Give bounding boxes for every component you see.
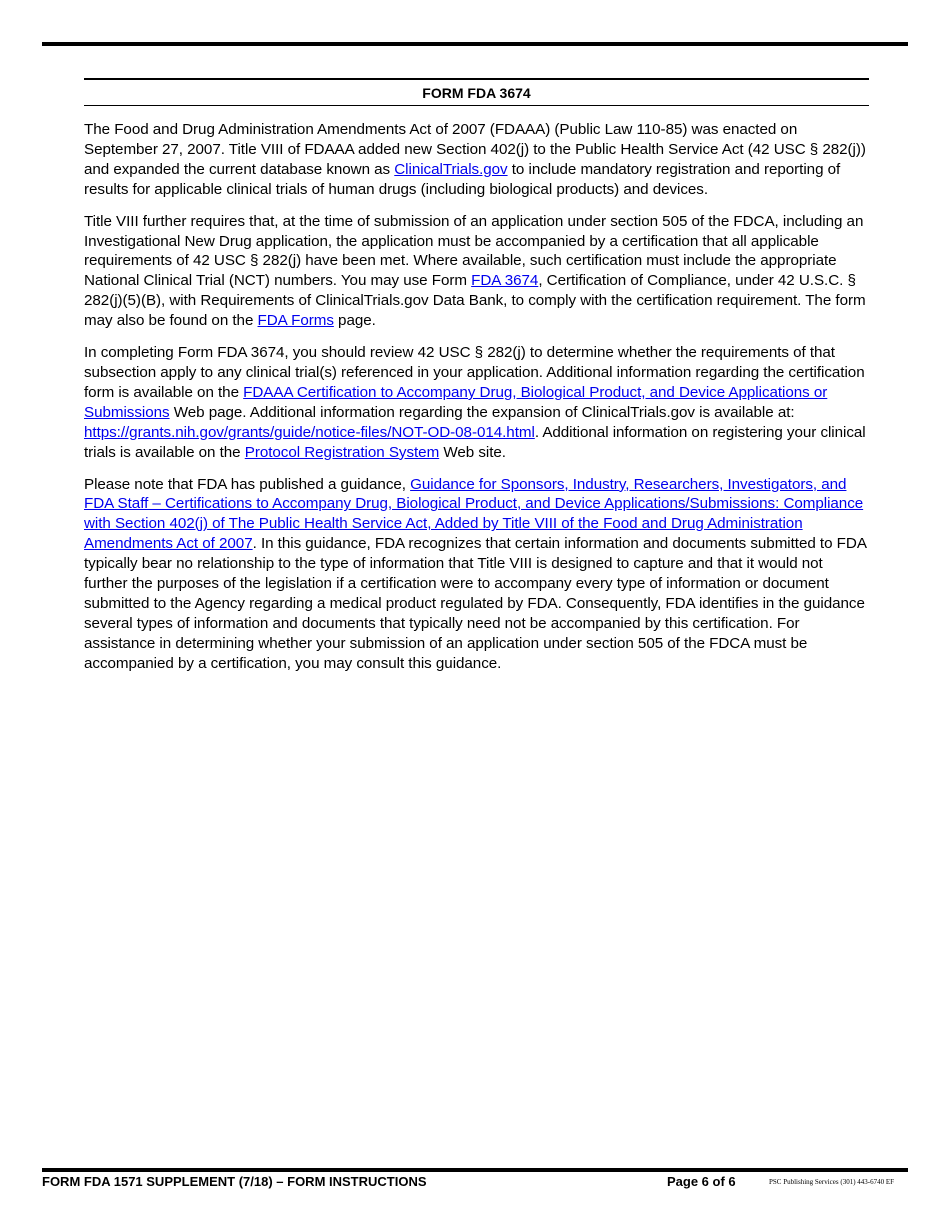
paragraph-text: In completing Form FDA 3674, you should review 42 USC § 282(j) to determine whether the requirements of that subsection apply to any clinical trial(s) referenced in your application. Additional information regarding the certification form is available on the bbox=[84, 344, 865, 401]
footer-publisher: PSC Publishing Services (301) 443-6740 EF bbox=[769, 1178, 895, 1186]
footer-page-number: Page 6 of 6 bbox=[667, 1174, 736, 1189]
bottom-rule bbox=[42, 1168, 908, 1172]
footer-form-id: FORM FDA 1571 SUPPLEMENT (7/18) – FORM INSTRUCTIONS bbox=[42, 1174, 427, 1189]
page-content bbox=[84, 78, 869, 686]
paragraph-completing bbox=[84, 343, 869, 462]
fdaaa-certification-link[interactable]: FDAAA Certification to Accompany Drug, Biological Product, and Device Applications or Submissions bbox=[84, 383, 828, 421]
top-rule bbox=[42, 42, 908, 46]
paragraph-text: Web page. Additional information regarding the expansion of ClinicalTrials.gov is available at: bbox=[169, 403, 795, 421]
clinicaltrials-link[interactable]: ClinicalTrials.gov bbox=[394, 160, 508, 178]
paragraph-fdaaa bbox=[84, 120, 869, 200]
paragraph-text: , Certification of Compliance, under 42 U.S.C. § 282(j)(5)(B), with Requirements of ClinicalTrials.gov Data Bank, to comply with the certification requirement. The form may also be found on the bbox=[84, 272, 866, 330]
fda-forms-link[interactable]: FDA Forms bbox=[257, 312, 334, 330]
form-title: FORM FDA 3674 bbox=[84, 78, 869, 106]
paragraph-text: The Food and Drug Administration Amendments Act of 2007 (FDAAA) (Public Law 110-85) was enacted on September 27, 2007. Title VIII of FDAAA added new Section 402(j) to the Public Health Service Act (42 USC § 282(j)) and expanded the current database known as bbox=[84, 121, 866, 178]
paragraph-text: . In this guidance, FDA recognizes that certain information and documents submitted to FDA typically bear no relationship to the type of information that Title VIII is designed to capture and that it would not further the purposes of the legislation if a certification were to accompany every type of information or document submitted to the Agency regarding a medical product regulated by FDA. Consequently, FDA identifies in the guidance several types of information and documents that typically need not be accompanied by this certification. For assistance in determining whether your submission of an application under section 505 of the FDCA must be accompanied by a certification, you may consult this guidance. bbox=[84, 535, 867, 672]
paragraph-text: Title VIII further requires that, at the time of submission of an application under section 505 of the FDCA, including an Investigational New Drug application, the application must be accompanied by a certification that all applicable requirements of 42 USC § 282(j) have been met. Where available, such certification must include the appropriate National Clinical Trial (NCT) numbers. You may use Form bbox=[84, 212, 864, 290]
paragraph-text: page. bbox=[333, 312, 376, 330]
paragraph-title-viii bbox=[84, 212, 869, 331]
paragraph-text: Please note that FDA has published a guidance, bbox=[84, 475, 411, 493]
fda-3674-link[interactable]: FDA 3674 bbox=[471, 272, 539, 290]
paragraph-guidance bbox=[84, 475, 869, 674]
paragraph-text: . Additional information on registering your clinical trials is available on the bbox=[84, 423, 866, 461]
guidance-link[interactable]: Guidance for Sponsors, Industry, Researchers, Investigators, and FDA Staff – Certifications to Accompany Drug, Biological Product, and Device Applications/Submissions: Compliance with Section 402(j) of The Public Health Service Act, Added by Title VIII of the Food and Drug Administration Amendments Act of 2007 bbox=[84, 475, 864, 553]
nih-notice-link[interactable]: https://grants.nih.gov/grants/guide/notice-files/NOT-OD-08-014.html bbox=[84, 423, 535, 441]
paragraph-text: to include mandatory registration and reporting of results for applicable clinical trials of human drugs (including biological products) and devices. bbox=[84, 160, 841, 198]
protocol-registration-link[interactable]: Protocol Registration System bbox=[244, 443, 440, 461]
paragraph-text: Web site. bbox=[439, 443, 506, 461]
